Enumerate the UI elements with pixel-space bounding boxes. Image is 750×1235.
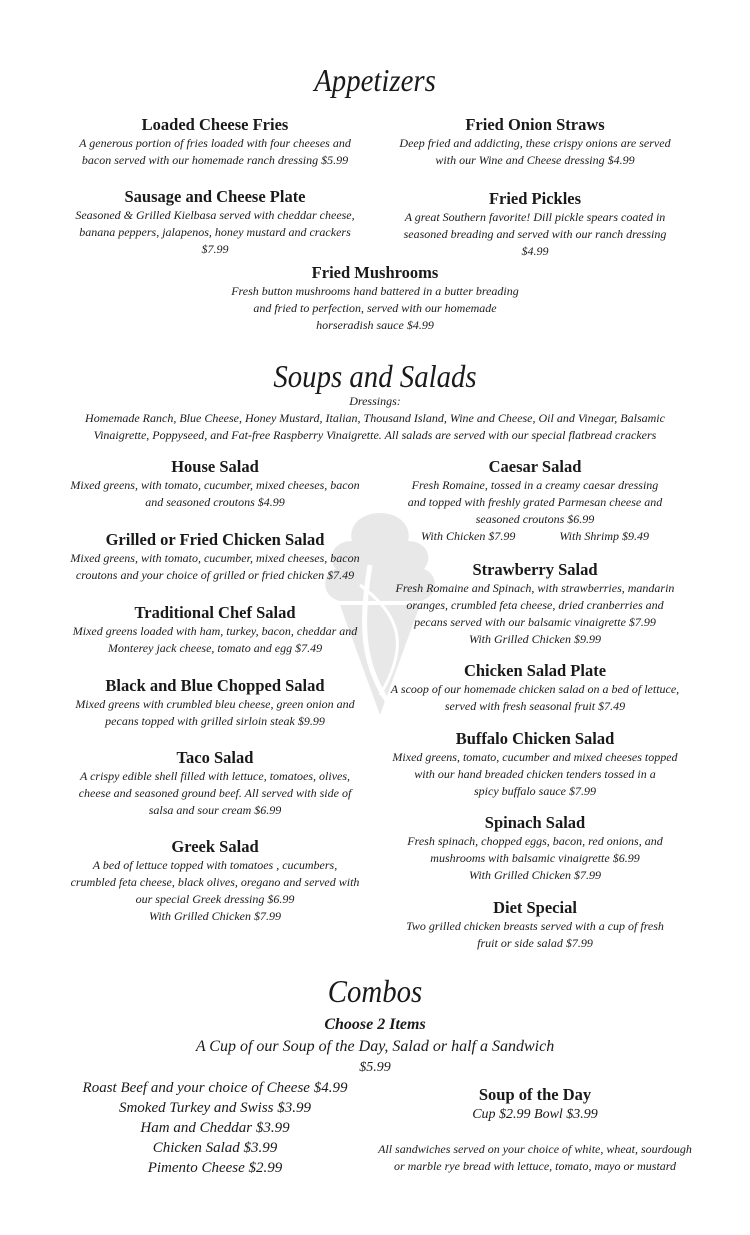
item-desc-line: Fresh Romaine and Spinach, with strawberries, mandarin	[395, 581, 675, 595]
item-name: Black and Blue Chopped Salad	[105, 676, 325, 695]
menu-item	[55, 187, 375, 258]
sandwich-list	[60, 1078, 370, 1178]
combos-price: $5.99	[359, 1060, 391, 1075]
item-desc-line: our special Greek dressing $6.99	[135, 892, 295, 906]
caesar-shrimp-option: With Shrimp $9.49	[559, 529, 649, 543]
item-desc-line: pecans served with our balsamic vinaigrette $7.99	[414, 615, 656, 629]
item-desc-line: A scoop of our homemade chicken salad on a bed of lettuce,	[390, 682, 680, 696]
item-desc-line: horseradish sauce $4.99	[316, 318, 434, 332]
list-item: Roast Beef and your choice of Cheese $4.99	[82, 1080, 348, 1096]
item-desc-line: Mixed greens with crumbled bleu cheese, green onion and	[75, 697, 355, 711]
bread-note	[355, 1141, 715, 1175]
item-desc-line: Fresh spinach, chopped eggs, bacon, red onions, and	[407, 834, 663, 848]
soup-prices: Cup $2.99 Bowl $3.99	[472, 1107, 598, 1122]
item-desc-line: pecans topped with grilled sirloin steak $9.99	[105, 714, 325, 728]
item-desc-line: Fresh Romaine, tossed in a creamy caesar dressing	[411, 478, 659, 492]
item-desc-line: banana peppers, jalapenos, honey mustard and crackers	[79, 225, 351, 239]
item-name: Soup of the Day	[478, 1085, 592, 1104]
menu-item	[55, 603, 375, 657]
menu-item	[375, 898, 695, 952]
item-desc-line: with our hand breaded chicken tenders tossed in a	[414, 767, 656, 781]
item-desc-line: Mixed greens, tomato, cucumber and mixed cheeses topped	[392, 750, 678, 764]
item-desc-line: With Grilled Chicken $7.99	[469, 868, 601, 882]
item-desc-line: crumbled feta cheese, black olives, oregano and served with	[70, 875, 360, 889]
item-desc-line: salsa and sour cream $6.99	[148, 803, 282, 817]
menu-item	[375, 661, 695, 715]
item-desc-line: and seasoned croutons $4.99	[145, 495, 285, 509]
item-name: Spinach Salad	[484, 813, 586, 832]
dressings-line: Vinaigrette, Poppyseed, and Fat-free Raspberry Vinaigrette. All salads are served with our special flatbread crackers	[93, 428, 657, 442]
item-name: Buffalo Chicken Salad	[455, 729, 615, 748]
list-item: Smoked Turkey and Swiss $3.99	[118, 1100, 312, 1116]
item-desc-line: A bed of lettuce topped with tomatoes , cucumbers,	[92, 858, 338, 872]
item-name: Fried Mushrooms	[311, 263, 439, 282]
menu-item	[55, 748, 375, 819]
caesar-chicken-option: With Chicken $7.99	[421, 529, 516, 543]
menu-item	[375, 560, 695, 648]
item-desc-line: and topped with freshly grated Parmesan cheese and	[407, 495, 663, 509]
item-name: House Salad	[171, 457, 259, 476]
item-desc-line: Monterey jack cheese, tomato and egg $7.49	[107, 641, 323, 655]
dressings-block	[0, 393, 750, 444]
item-name: Strawberry Salad	[472, 560, 598, 579]
note-line: All sandwiches served on your choice of white, wheat, sourdough	[378, 1142, 692, 1156]
item-desc-line: Mixed greens, with tomato, cucumber, mixed cheeses, bacon	[70, 551, 360, 565]
menu-item	[375, 457, 695, 545]
menu-item	[55, 457, 375, 511]
menu-item	[375, 729, 695, 800]
dressings-line: Homemade Ranch, Blue Cheese, Honey Mustard, Italian, Thousand Island, Wine and Cheese, Oil and Vinegar, Balsamic	[85, 411, 665, 425]
soup-of-the-day	[375, 1085, 695, 1125]
menu-item	[215, 263, 535, 334]
item-desc-line: Deep fried and addicting, these crispy onions are served	[399, 136, 671, 150]
item-desc-line: oranges, crumbled feta cheese, dried cranberries and	[406, 598, 664, 612]
item-desc-line: Mixed greens loaded with ham, turkey, bacon, cheddar and	[72, 624, 358, 638]
item-desc-line: A generous portion of fries loaded with four cheeses and	[79, 136, 351, 150]
item-name: Greek Salad	[171, 837, 259, 856]
item-name: Chicken Salad Plate	[463, 661, 607, 680]
item-desc-line	[375, 528, 695, 545]
item-desc-line: seasoned croutons $6.99	[475, 512, 595, 526]
item-name: Grilled or Fried Chicken Salad	[105, 530, 325, 549]
item-name: Fried Onion Straws	[465, 115, 605, 134]
item-name: Diet Special	[493, 898, 577, 917]
item-desc-line: With Grilled Chicken $7.99	[149, 909, 281, 923]
menu-item	[375, 813, 695, 884]
combos-choose: Choose 2 Items	[324, 1016, 426, 1033]
item-desc-line: served with fresh seasonal fruit $7.49	[444, 699, 626, 713]
soups-salads-title: Soups and Salads	[273, 358, 477, 394]
combos-options: A Cup of our Soup of the Day, Salad or half a Sandwich	[195, 1038, 555, 1055]
item-desc-line: Seasoned & Grilled Kielbasa served with cheddar cheese,	[75, 208, 355, 222]
list-item: Ham and Cheddar $3.99	[140, 1120, 290, 1136]
item-desc-line: with our Wine and Cheese dressing $4.99	[435, 153, 635, 167]
item-desc-line: Two grilled chicken breasts served with a cup of fresh	[406, 919, 664, 933]
item-desc-line: spicy buffalo sauce $7.99	[474, 784, 596, 798]
item-name: Taco Salad	[176, 748, 254, 767]
item-desc-line: $7.99	[201, 242, 229, 256]
item-desc-line: Fresh button mushrooms hand battered in a butter breading	[231, 284, 519, 298]
menu-item	[55, 530, 375, 584]
item-desc-line: $4.99	[521, 244, 549, 258]
item-name: Sausage and Cheese Plate	[124, 187, 306, 206]
item-desc-line: seasoned breading and served with our ranch dressing	[403, 227, 667, 241]
combos-title: Combos	[327, 973, 423, 1009]
item-desc-line: cheese and seasoned ground beef. All served with side of	[78, 786, 352, 800]
item-name: Fried Pickles	[488, 189, 582, 208]
list-item: Pimento Cheese $2.99	[147, 1160, 283, 1176]
menu-item	[55, 115, 375, 169]
item-name: Traditional Chef Salad	[134, 603, 296, 622]
item-desc-line: A crispy edible shell filled with lettuce, tomatoes, olives,	[79, 769, 351, 783]
item-name: Loaded Cheese Fries	[141, 115, 289, 134]
menu-item	[55, 676, 375, 730]
item-desc-line: Mixed greens, with tomato, cucumber, mixed cheeses, bacon	[70, 478, 360, 492]
menu-item	[375, 115, 695, 169]
appetizers-title: Appetizers	[314, 62, 436, 98]
dressings-label: Dressings:	[349, 394, 401, 408]
item-name: Caesar Salad	[488, 457, 582, 476]
item-desc-line: and fried to perfection, served with our homemade	[253, 301, 497, 315]
menu-item	[55, 837, 375, 925]
item-desc-line: fruit or side salad $7.99	[477, 936, 593, 950]
list-item: Chicken Salad $3.99	[152, 1140, 278, 1156]
item-desc-line: A great Southern favorite! Dill pickle spears coated in	[404, 210, 666, 224]
menu-item	[375, 189, 695, 260]
note-line: or marble rye bread with lettuce, tomato, mayo or mustard	[393, 1159, 677, 1173]
item-desc-line: croutons and your choice of grilled or fried chicken $7.49	[75, 568, 355, 582]
item-desc-line: With Grilled Chicken $9.99	[469, 632, 601, 646]
item-desc-line: mushrooms with balsamic vinaigrette $6.99	[430, 851, 640, 865]
item-desc-line: bacon served with our homemade ranch dressing $5.99	[81, 153, 349, 167]
